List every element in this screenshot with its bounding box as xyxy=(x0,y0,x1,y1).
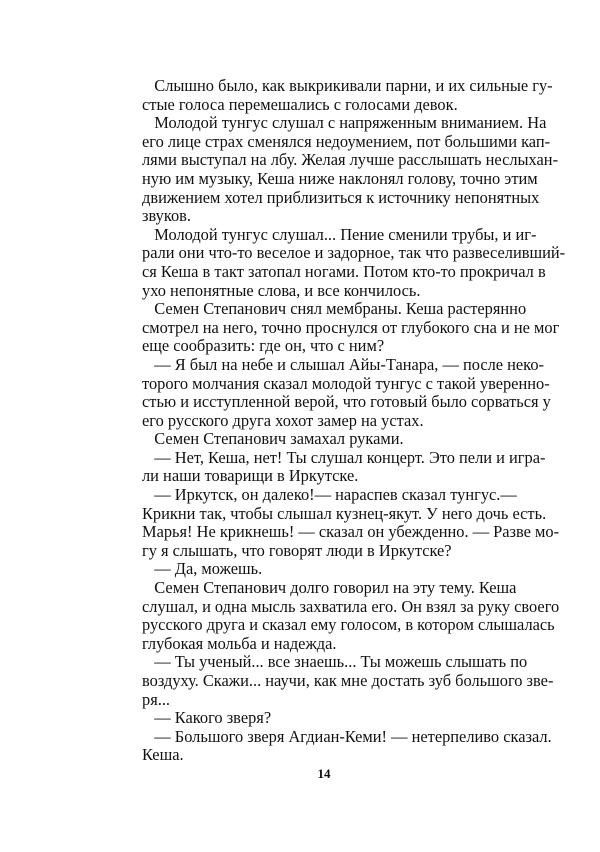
text-line: — Ты ученый... все знаешь... Ты можешь слышать по xyxy=(142,652,528,672)
text-line: звуков. xyxy=(142,206,192,226)
text-line: Кеша. xyxy=(142,745,184,765)
body-text xyxy=(142,76,566,765)
text-line: Слышно было, как выкрикивали парни, и их сильные гу- xyxy=(142,76,553,95)
text-line: смотрел на него, точно проснулся от глубокого сна и не мог xyxy=(142,317,560,337)
text-line: ную им музыку, Кеша ниже наклонял голову, точно этим xyxy=(142,168,538,188)
text-line: гу я слышать, что говорят люди в Иркутске? xyxy=(142,540,452,560)
text-line: движением хотел приблизиться к источнику непонятных xyxy=(142,187,540,207)
text-line: — Большого зверя Агдиан-Кеми! — нетерпеливо сказал. xyxy=(142,726,552,746)
text-line: слушал, и одна мысль захватила его. Он взял за руку своего xyxy=(142,596,560,616)
text-line: его лице страх сменялся недоумением, пот большими кап- xyxy=(142,131,551,151)
text-line: рали они что-то веселое и задорное, так что развеселивший- xyxy=(142,243,566,263)
text-line: ухо непонятные слова, и все кончилось. xyxy=(142,280,421,300)
text-line: Молодой тунгус слушал... Пение сменили трубы, и иг- xyxy=(142,224,537,244)
text-line: русского друга и сказал ему голосом, в котором слышалась xyxy=(142,615,555,635)
text-line: ря... xyxy=(142,689,171,709)
text-line: — Нет, Кеша, нет! Ты слушал концерт. Это пели и игра- xyxy=(142,447,546,467)
text-line: Семен Степанович замахал руками. xyxy=(142,429,404,449)
text-line: Семен Степанович снял мембраны. Кеша растерянно xyxy=(142,299,527,319)
text-line: ся Кеша в такт затопал ногами. Потом кто-то прокричал в xyxy=(142,261,546,281)
page-number: 14 xyxy=(317,766,331,781)
text-line: — Я был на небе и слышал Айы-Танара, — после неко- xyxy=(142,354,544,374)
text-line: Крикни так, чтобы слышал кузнец-якут. У него дочь есть. xyxy=(142,503,547,523)
text-line: торого молчания сказал молодой тунгус с такой уверенно- xyxy=(142,373,550,393)
text-line: воздуху. Скажи... научи, как мне достать зуб большого зве- xyxy=(142,671,554,690)
text-line: стые голоса перемешались с голосами девок. xyxy=(142,94,458,114)
text-line: лями выступал на лбу. Желая лучше расслышать неслыхан- xyxy=(142,150,559,170)
text-line: — Какого зверя? xyxy=(142,708,272,728)
text-line: — Да, можешь. xyxy=(142,559,263,579)
text-line: Молодой тунгус слушал с напряженным вниманием. На xyxy=(142,113,547,133)
text-line: еще сообразить: где он, что с ним? xyxy=(142,336,385,356)
text-line: стью и исступленной верой, что готовый было сорваться у xyxy=(142,392,551,412)
text-line: Марья! Не крикнешь! — сказал он убежденно. — Разве мо- xyxy=(142,522,560,542)
text-line: — Иркутск, он далеко!— нараспев сказал тунгус.— xyxy=(142,485,517,505)
text-line: его русского друга хохот замер на устах. xyxy=(142,410,424,430)
text-line: глубокая мольба и надежда. xyxy=(142,633,337,653)
text-line: Семен Степанович долго говорил на эту тему. Кеша xyxy=(142,578,517,598)
text-line: ли наши товарищи в Иркутске. xyxy=(142,466,359,486)
